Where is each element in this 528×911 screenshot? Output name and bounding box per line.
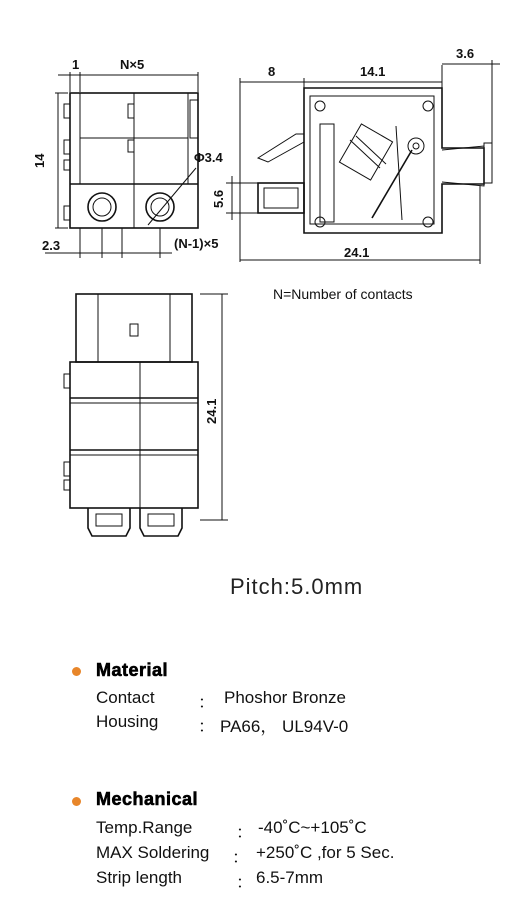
mechanical-row-sep: ： [236, 823, 253, 842]
material-row-label: Housing [96, 712, 159, 731]
dim-side-3-6: 3.6 [456, 46, 475, 61]
mechanical-row-sep: ： [232, 848, 249, 867]
mechanical-row-label: Temp.Range [96, 818, 193, 837]
pitch-label: Pitch:5.0mm [230, 574, 364, 599]
material-heading: Material [96, 660, 169, 680]
material-row-value: PA66， UL94V-0 [220, 717, 349, 736]
mechanical-row-sep: ： [236, 873, 253, 892]
mechanical-row-label: MAX Soldering [96, 843, 210, 862]
material-row-sep: ： [198, 717, 215, 736]
mechanical-row-value: 6.5-7mm [256, 868, 324, 887]
dim-side-5-6: 5.6 [211, 189, 226, 208]
mechanical-row-value: -40˚C~+105˚C [258, 818, 367, 837]
side-view [226, 60, 500, 264]
dim-front-24-1: 24.1 [204, 398, 219, 424]
dim-top-offset: 1 [72, 57, 80, 72]
dim-n-minus-1: (N-1)×5 [174, 236, 219, 251]
dim-left-offset: 2.3 [42, 238, 61, 253]
dim-side-14-1: 14.1 [360, 64, 386, 79]
dim-side-8: 8 [268, 64, 276, 79]
mechanical-row-value: +250˚C ,for 5 Sec. [256, 843, 395, 862]
material-row-value: Phoshor Bronze [224, 688, 346, 707]
dim-hole-diameter: Φ3.4 [194, 150, 223, 165]
material-row-label: Contact [96, 688, 155, 707]
mechanical-row-label: Strip length [96, 868, 182, 887]
drawing-note: N=Number of contacts [273, 286, 413, 302]
dim-top-span: N×5 [120, 57, 145, 72]
dim-height-14: 14 [32, 153, 47, 168]
mechanical-bullet-icon [72, 797, 81, 806]
mechanical-heading: Mechanical [96, 789, 199, 809]
material-row-sep: ： [198, 693, 215, 712]
top-view [45, 72, 198, 258]
material-bullet-icon [72, 667, 81, 676]
dim-side-24-1: 24.1 [344, 245, 370, 260]
